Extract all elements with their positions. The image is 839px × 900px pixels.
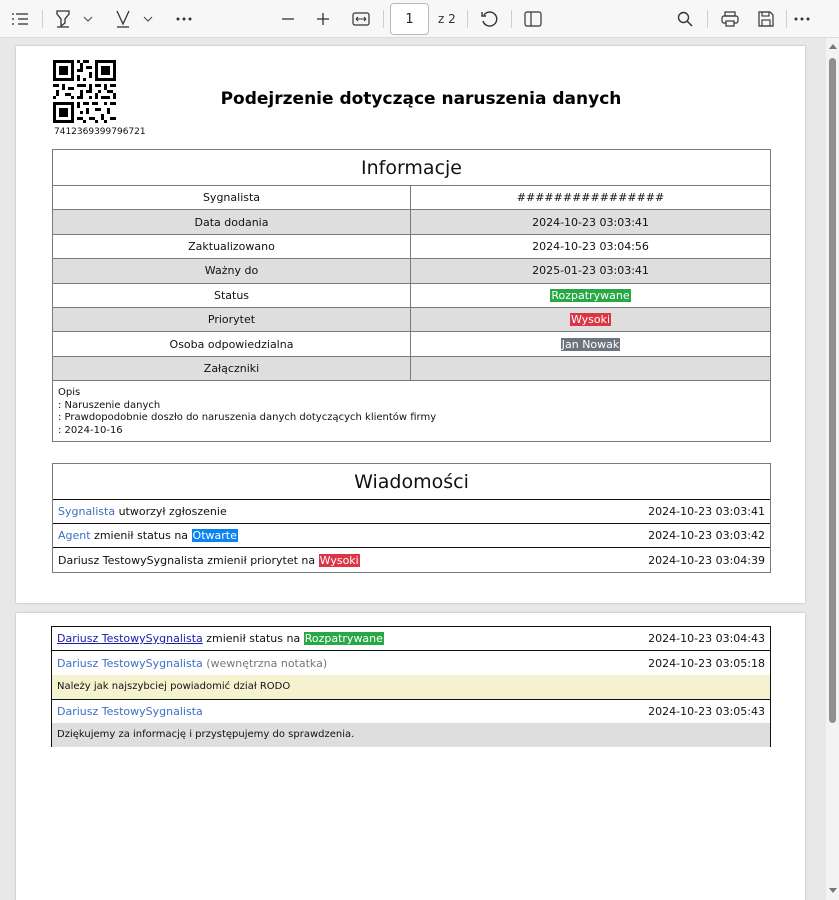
message-row: [52, 627, 770, 651]
info-heading: Informacje: [53, 150, 770, 186]
message-row: [53, 548, 770, 572]
actor-link[interactable]: Sygnalista: [58, 505, 116, 518]
rotate-icon[interactable]: [477, 0, 501, 38]
message-row: [52, 651, 770, 675]
message-action: zmienił status na: [202, 632, 304, 645]
message-row: [53, 524, 770, 548]
messages-table-continued: [51, 626, 771, 747]
message-row: [52, 699, 770, 723]
search-icon[interactable]: [673, 0, 697, 38]
scroll-up-icon[interactable]: [829, 44, 837, 49]
pdf-page-1: [16, 46, 805, 603]
more-tools-icon[interactable]: [172, 0, 196, 38]
info-label: Priorytet: [53, 308, 411, 332]
person-badge: Jan Nowak: [561, 337, 620, 351]
message-text: [58, 529, 238, 542]
info-row-status: [53, 284, 770, 308]
settings-more-icon[interactable]: [790, 0, 814, 38]
message-action: zmienił status na: [90, 529, 192, 542]
info-row-priorytet: [53, 308, 770, 332]
message-time: 2024-10-23 03:03:41: [648, 505, 765, 518]
info-value: [411, 357, 770, 381]
info-label: Data dodania: [53, 210, 411, 234]
info-label: Ważny do: [53, 259, 411, 283]
info-value: [411, 332, 770, 356]
highlight-icon[interactable]: [52, 0, 74, 38]
message-row: [53, 500, 770, 524]
message-time: 2024-10-23 03:04:39: [648, 553, 765, 567]
info-row-zalaczniki: [53, 357, 770, 381]
page-total: z 2: [438, 12, 456, 26]
messages-table: [52, 463, 771, 573]
toolbar-separator: [786, 10, 787, 28]
info-value: [411, 284, 770, 308]
priority-badge: Wysoki: [570, 313, 611, 327]
info-row-sygnalista: [53, 186, 770, 210]
toolbar-separator: [383, 10, 384, 28]
message-time: 2024-10-23 03:04:43: [648, 632, 765, 645]
message-body: Należy jak najszybciej powiadomić dział RODO: [52, 675, 770, 699]
toolbar-separator: [707, 10, 708, 28]
message-time: 2024-10-23 03:05:18: [648, 656, 765, 670]
pdf-toolbar: [0, 0, 839, 38]
info-label: Zaktualizowano: [53, 235, 411, 259]
internal-note-tag: (wewnętrzna notatka): [202, 656, 328, 670]
actor-link[interactable]: Dariusz TestowySygnalista: [57, 656, 203, 670]
status-badge: Rozpatrywane: [551, 288, 630, 302]
info-table: [52, 149, 771, 442]
draw-chevron-down-icon[interactable]: [140, 0, 156, 38]
page-number-input[interactable]: [390, 3, 429, 35]
actor-link[interactable]: Agent: [58, 529, 91, 542]
info-value: ################: [411, 186, 770, 210]
priority-badge: Wysoki: [319, 553, 359, 567]
description: [53, 381, 770, 443]
fit-width-icon[interactable]: [349, 0, 373, 38]
zoom-out-icon[interactable]: [278, 0, 298, 38]
toolbar-separator: [42, 10, 43, 28]
pdf-page-2: [16, 613, 805, 900]
description-line: : Prawdopodobnie doszło do naruszenia danych dotyczących klientów firmy: [58, 412, 437, 424]
description-line: : 2024-10-16: [58, 424, 123, 436]
message-text: [58, 505, 227, 518]
message-action: utworzył zgłoszenie: [115, 505, 227, 518]
message-text: [58, 554, 360, 567]
scroll-thumb[interactable]: [829, 58, 836, 723]
info-value: 2025-01-23 03:03:41: [411, 259, 770, 283]
document-title: Podejrzenie dotyczące naruszenia danych: [220, 89, 622, 109]
info-row-zaktualizowano: [53, 235, 770, 259]
info-label: Sygnalista: [53, 186, 411, 210]
highlight-chevron-down-icon[interactable]: [80, 0, 96, 38]
toolbar-separator: [467, 10, 468, 28]
description-label: Opis: [58, 387, 81, 399]
vertical-scrollbar[interactable]: [826, 38, 839, 900]
info-label: Status: [53, 284, 411, 308]
contents-list-icon[interactable]: [6, 0, 34, 38]
draw-icon[interactable]: [112, 0, 134, 38]
print-icon[interactable]: [718, 0, 742, 38]
actor-link[interactable]: Dariusz TestowySygnalista: [57, 632, 203, 645]
qr-code-icon: [53, 60, 116, 123]
info-value: 2024-10-23 03:03:41: [411, 210, 770, 234]
scroll-down-icon[interactable]: [829, 888, 837, 893]
info-row-data-dodania: [53, 210, 770, 234]
message-time: 2024-10-23 03:03:42: [648, 529, 765, 542]
status-badge: Otwarte: [192, 529, 237, 542]
qr-number: 7412369399796721: [54, 127, 146, 137]
info-value: [411, 308, 770, 332]
message-text: [57, 632, 384, 645]
toolbar-separator: [511, 10, 512, 28]
page-view-icon[interactable]: [521, 0, 545, 38]
info-value: 2024-10-23 03:04:56: [411, 235, 770, 259]
status-badge: Rozpatrywane: [304, 632, 383, 645]
message-text: [57, 705, 203, 718]
info-label: Załączniki: [53, 357, 411, 381]
message-text: [57, 657, 327, 670]
message-action: Dariusz TestowySygnalista zmienił priorytet na: [58, 553, 319, 567]
info-row-wazny-do: [53, 259, 770, 283]
description-line: : Naruszenie danych: [58, 399, 161, 411]
info-label: Osoba odpowiedzialna: [53, 332, 411, 356]
actor-link[interactable]: Dariusz TestowySygnalista: [57, 705, 203, 718]
save-icon[interactable]: [754, 0, 778, 38]
zoom-in-icon[interactable]: [313, 0, 333, 38]
message-time: 2024-10-23 03:05:43: [648, 705, 765, 718]
info-row-osoba: [53, 332, 770, 356]
messages-heading: Wiadomości: [53, 464, 770, 500]
message-body: Dziękujemy za informację i przystępujemy do sprawdzenia.: [52, 723, 770, 747]
